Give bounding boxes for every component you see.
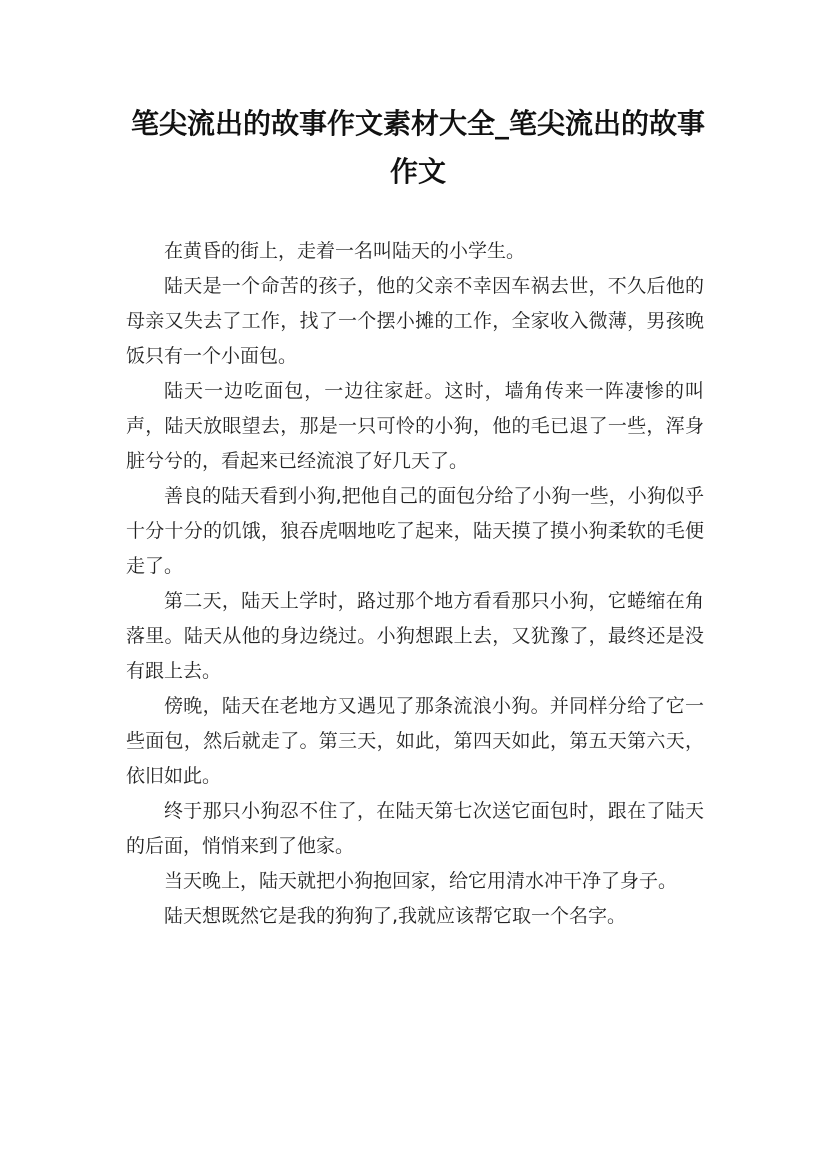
- paragraph: 第二天，陆天上学时，路过那个地方看看那只小狗，它蜷缩在角落里。陆天从他的身边绕过。小狗想跟上去，又犹豫了，最终还是没有跟上去。: [126, 590, 704, 682]
- document-body: [126, 234, 704, 934]
- paragraph: 傍晚，陆天在老地方又遇见了那条流浪小狗。并同样分给了它一些面包，然后就走了。第三天，如此，第四天如此，第五天第六天，依旧如此。: [126, 695, 704, 787]
- paragraph: 在黄昏的街上，走着一名叫陆天的小学生。: [164, 240, 526, 262]
- document-title: 笔尖流出的故事作文素材大全_笔尖流出的故事作文: [130, 107, 705, 188]
- paragraph: 陆天是一个命苦的孩子，他的父亲不幸因车祸去世，不久后他的母亲又失去了工作，找了一个摆小摊的工作，全家收入微薄，男孩晚饭只有一个小面包。: [126, 275, 704, 367]
- paragraph: 陆天想既然它是我的狗狗了,我就应该帮它取一个名字。: [164, 905, 627, 927]
- paragraph: 当天晚上，陆天就把小狗抱回家，给它用清水冲干净了身子。: [164, 870, 678, 892]
- paragraph: 陆天一边吃面包，一边往家赶。这时，墙角传来一阵凄惨的叫声，陆天放眼望去，那是一只可怜的小狗，他的毛已退了一些，浑身脏兮兮的，看起来已经流浪了好几天了。: [126, 380, 704, 472]
- paragraph: 终于那只小狗忍不住了，在陆天第七次送它面包时，跟在了陆天的后面，悄悄来到了他家。: [126, 800, 704, 857]
- paragraph: 善良的陆天看到小狗,把他自己的面包分给了小狗一些，小狗似乎十分十分的饥饿，狼吞虎咽地吃了起来，陆天摸了摸小狗柔软的毛便走了。: [126, 485, 704, 577]
